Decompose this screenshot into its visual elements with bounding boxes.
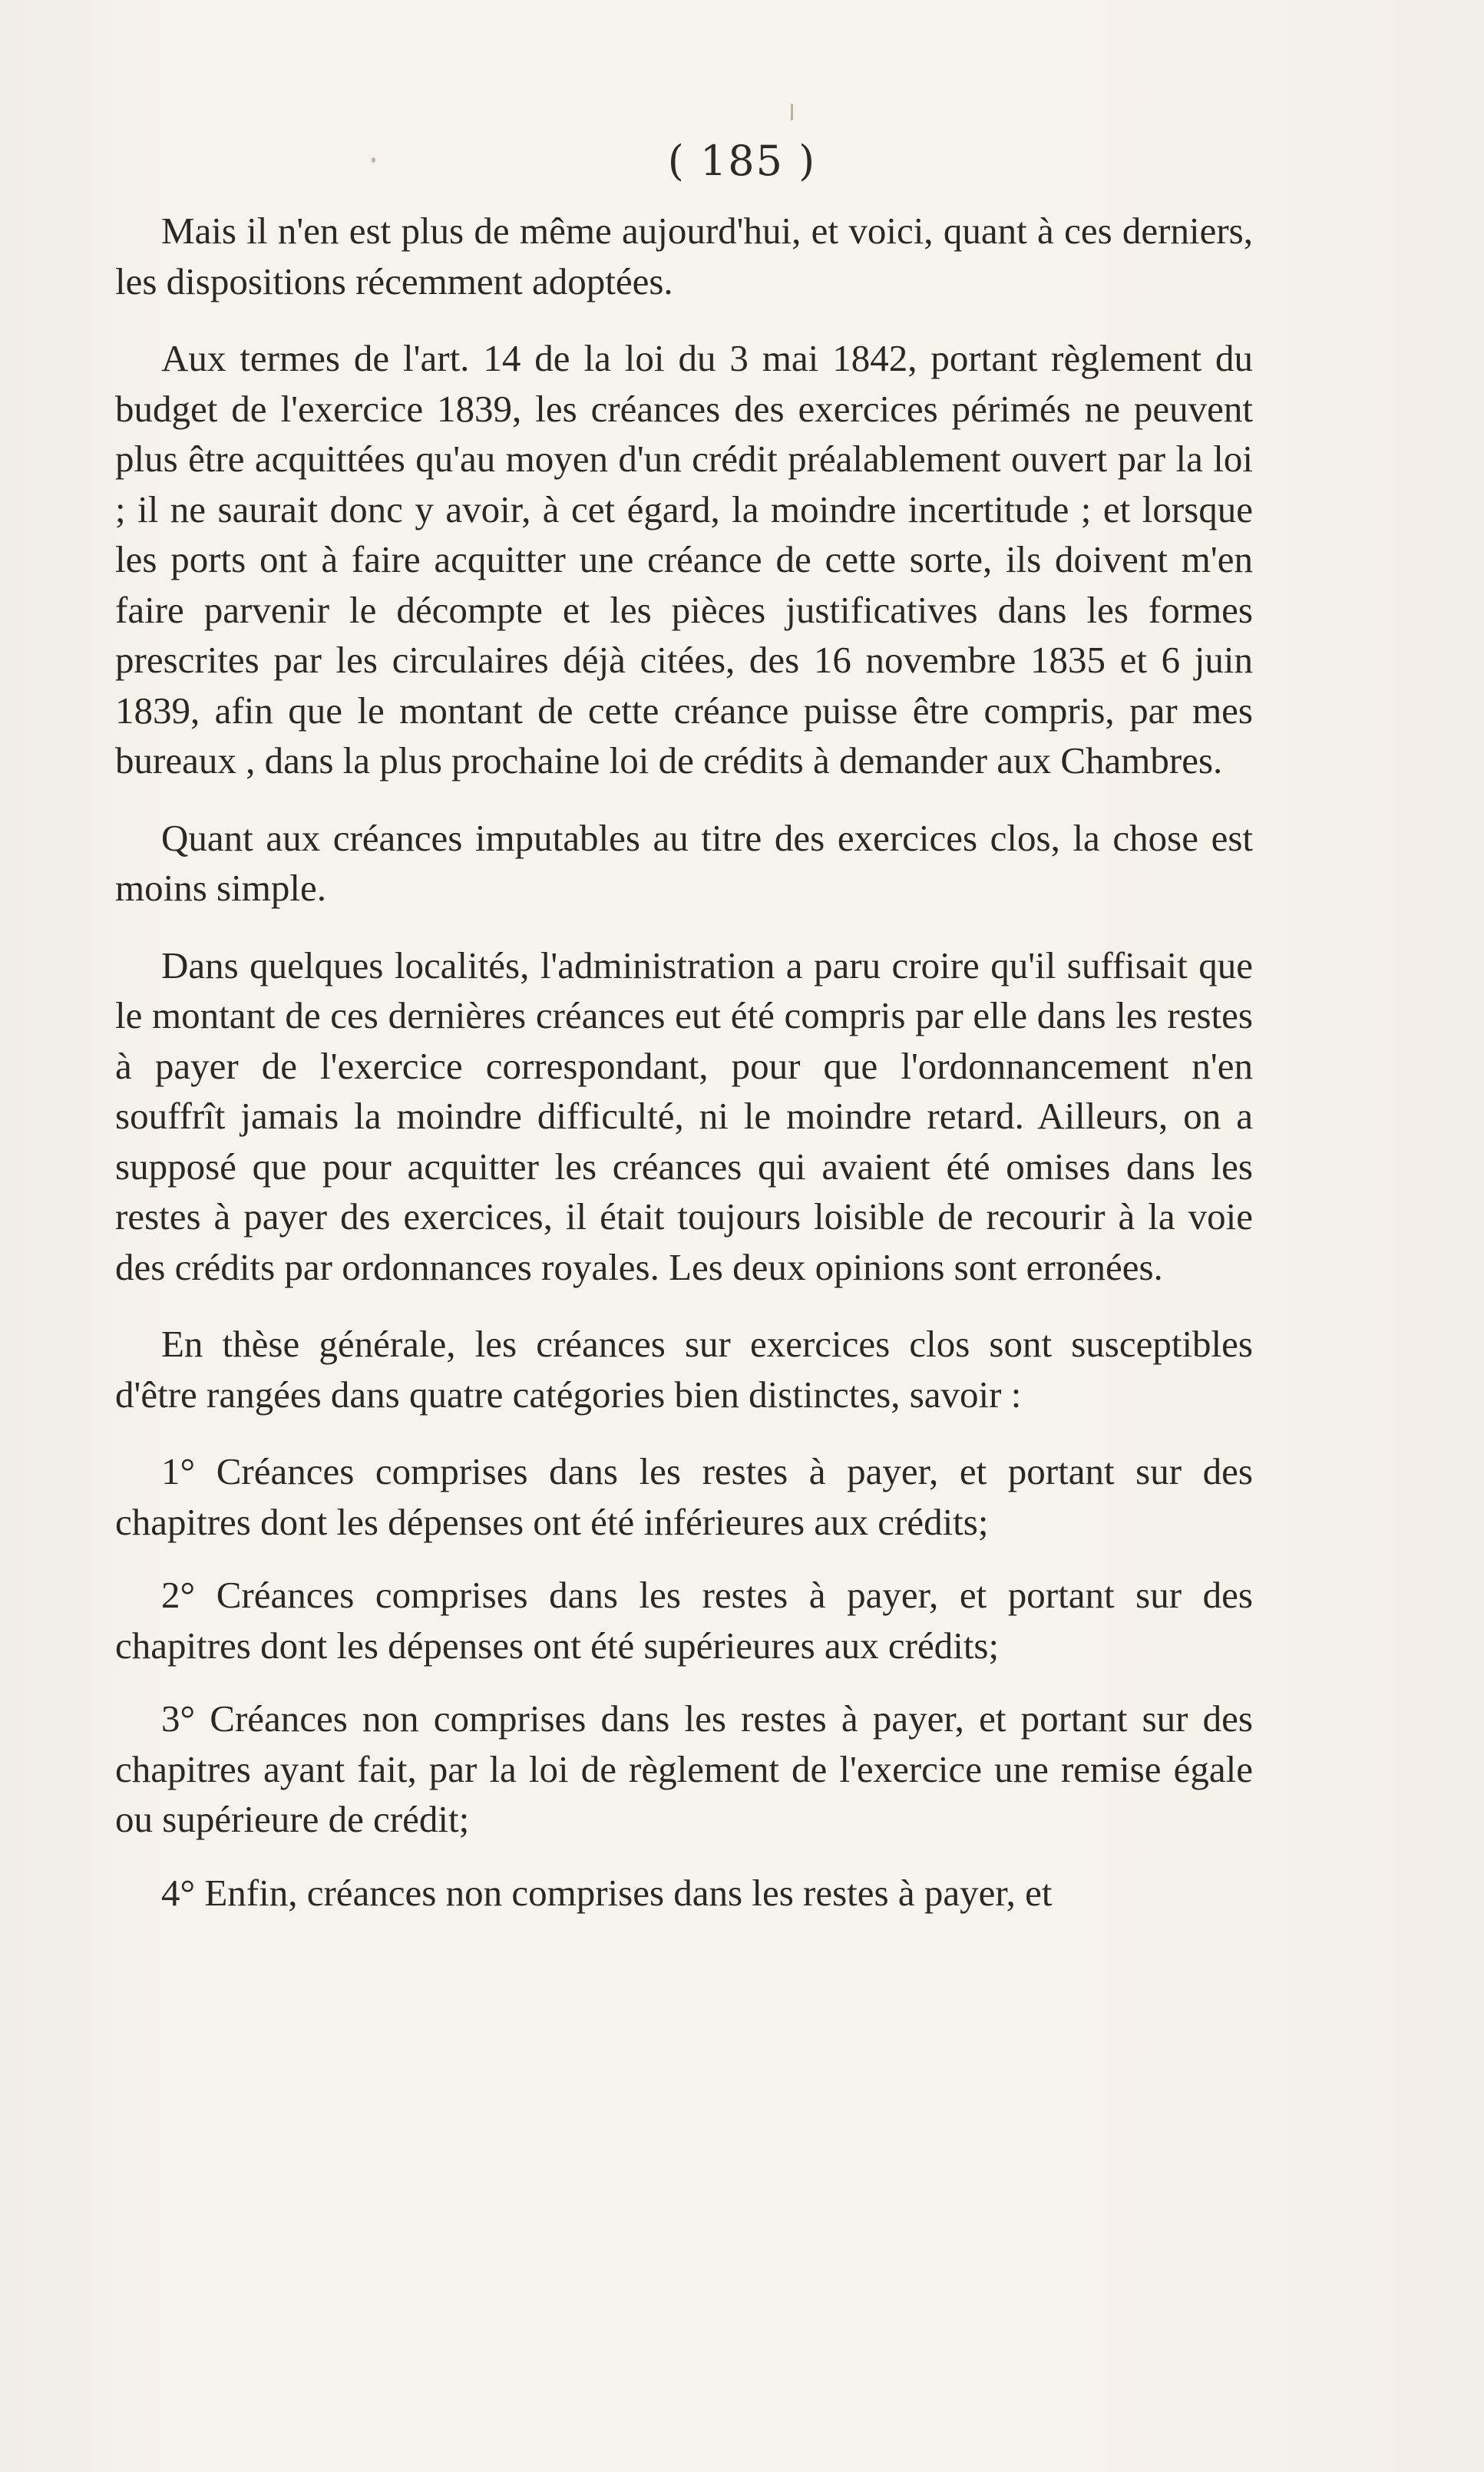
- paper-speck: [372, 157, 375, 163]
- list-item: 4° Enfin, créances non comprises dans les restes à payer, et: [161, 1871, 1053, 1914]
- list-item: 2° Créances comprises dans les restes à payer, et portant sur des chapitres dont les dépenses ont été supérieures aux crédits;: [115, 1574, 1253, 1667]
- paragraph: Dans quelques localités, l'administration a paru croire qu'il suffisait que le montant de ces dernières créances eut été compris par elle dans les restes à payer de l'exercice correspondant, pour que l'ordonnancement n'en souffrît jamais la moindre difficulté, ni le moindre retard. Ailleurs, on a supposé que pour acquitter les créances qui avaient été omises dans les restes à payer des exercices, il était toujours loisible de recourir à la voie des crédits par ordonnances royales. Les deux opinions sont erronées.: [115, 944, 1253, 1288]
- list-item: 3° Créances non comprises dans les restes à payer, et portant sur des chapitres ayant fait, par la loi de règlement de l'exercice une remise égale ou supérieure de crédit;: [115, 1697, 1253, 1840]
- paragraph: Mais il n'en est plus de même aujourd'hui, et voici, quant à ces derniers, les dispositions récemment adoptées.: [115, 210, 1253, 302]
- paragraph: Quant aux créances imputables au titre des exercices clos, la chose est moins simple.: [115, 816, 1253, 909]
- page-body: [115, 206, 1253, 1941]
- list-item: 1° Créances comprises dans les restes à payer, et portant sur des chapitres dont les dépenses ont été inférieures aux crédits;: [115, 1450, 1253, 1543]
- paper-speck: [791, 104, 793, 121]
- paragraph: Aux termes de l'art. 14 de la loi du 3 mai 1842, portant règlement du budget de l'exercice 1839, les créances des exercices périmés ne peuvent plus être acquittées qu'au moyen d'un crédit préalablement ouvert par la loi ; il ne saurait donc y avoir, à cet égard, la moindre incertitude ; et lorsque les ports ont à faire acquitter une créance de cette sorte, ils doivent m'en faire parvenir le décompte et les pièces justificatives dans les formes prescrites par les circulaires déjà citées, des 16 novembre 1835 et 6 juin 1839, afin que le montant de cette créance puisse être compris, par mes bureaux , dans la plus prochaine loi de crédits à demander aux Chambres.: [115, 337, 1253, 782]
- paragraph: En thèse générale, les créances sur exercices clos sont susceptibles d'être rangées dans quatre catégories bien distinctes, savoir :: [115, 1323, 1253, 1416]
- page-number: ( 185 ): [667, 137, 817, 185]
